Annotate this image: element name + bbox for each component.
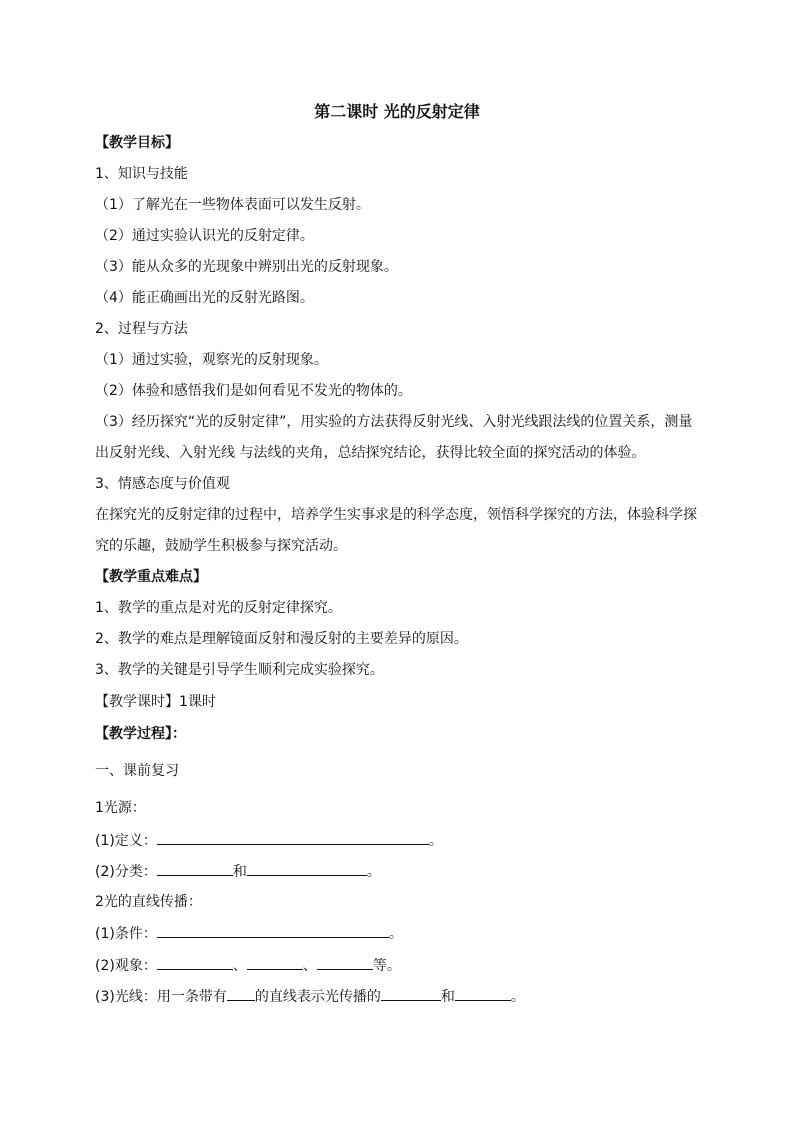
condition-line bbox=[95, 922, 403, 944]
condition-label: (1)条件： bbox=[95, 926, 157, 942]
definition-line bbox=[95, 829, 443, 851]
goal2-item-1: （1）通过实验，观察光的反射现象。 bbox=[95, 352, 328, 368]
phenomena-label: (2)观象： bbox=[95, 958, 157, 974]
goal2-heading: 2、过程与方法 bbox=[95, 321, 188, 337]
phenomena-line bbox=[95, 954, 401, 976]
straight-line-heading: 2光的直线传播： bbox=[95, 894, 202, 910]
goal3-heading: 3、情感态度与价值观 bbox=[95, 476, 230, 492]
page-title: 第二课时 光的反射定律 bbox=[314, 102, 480, 121]
goal2-item-3: （3）经历探究“光的反射定律”，用实验的方法获得反射光线、入射光线跟法线的位置关系，测量出反射光线、入射光线 与法线的夹角，总结探究结论，获得比较全面的探究活动的体验。 bbox=[95, 414, 693, 461]
phenomena-end: 等。 bbox=[372, 958, 401, 974]
section-teaching-hours: 【教学课时】 bbox=[95, 694, 179, 710]
ray-blank-3[interactable] bbox=[455, 985, 511, 1001]
condition-end: 。 bbox=[388, 926, 403, 942]
goal1-item-4: （4）能正确画出光的反射光路图。 bbox=[95, 290, 314, 306]
classify-and: 和 bbox=[232, 864, 247, 880]
section-key-points: 【教学重点难点】 bbox=[95, 569, 207, 585]
goal3-text: 在探究光的反射定律的过程中，培养学生实事求是的科学态度，领悟科学探究的方法，体验科学探究的乐趣，鼓励学生积极参与探究活动。 bbox=[95, 507, 697, 554]
ray-mid: 的直线表示光传播的 bbox=[254, 989, 381, 1005]
classify-label: (2)分类： bbox=[95, 864, 157, 880]
condition-blank[interactable] bbox=[157, 922, 389, 938]
goal2-item-2: （2）体验和感悟我们是如何看见不发光的物体的。 bbox=[95, 383, 412, 399]
ray-end: 。 bbox=[510, 989, 525, 1005]
teaching-hours bbox=[95, 692, 216, 712]
review-heading: 一、课前复习 bbox=[95, 763, 179, 779]
light-source-heading: 1光源： bbox=[95, 800, 146, 816]
goal1-item-2: （2）通过实验认识光的反射定律。 bbox=[95, 228, 314, 244]
goal1-item-1: （1）了解光在一些物体表面可以发生反射。 bbox=[95, 197, 370, 213]
ray-and: 和 bbox=[440, 989, 455, 1005]
definition-label: (1)定义： bbox=[95, 833, 157, 849]
ray-label: (3)光线：用一条带有 bbox=[95, 989, 227, 1005]
classify-blank-1[interactable] bbox=[157, 860, 233, 876]
phenomena-blank-2[interactable] bbox=[247, 954, 303, 970]
definition-end: 。 bbox=[428, 833, 443, 849]
phenomena-sep-2: 、 bbox=[302, 958, 317, 974]
teaching-hours-value: 1课时 bbox=[179, 694, 216, 710]
goal1-item-3: （3）能从众多的光现象中辨别出光的反射现象。 bbox=[95, 259, 398, 275]
phenomena-blank-3[interactable] bbox=[317, 954, 373, 970]
ray-line bbox=[95, 985, 525, 1007]
definition-blank[interactable] bbox=[157, 829, 429, 845]
key-item-2: 2、教学的难点是理解镜面反射和漫反射的主要差异的原因。 bbox=[95, 631, 468, 647]
goal1-heading: 1、知识与技能 bbox=[95, 166, 188, 182]
phenomena-sep-1: 、 bbox=[232, 958, 247, 974]
classify-line bbox=[95, 860, 381, 882]
ray-blank-2[interactable] bbox=[381, 985, 441, 1001]
ray-blank-1[interactable] bbox=[227, 985, 255, 1001]
section-teaching-goals: 【教学目标】 bbox=[95, 135, 179, 151]
classify-end: 。 bbox=[366, 864, 381, 880]
phenomena-blank-1[interactable] bbox=[157, 954, 233, 970]
classify-blank-2[interactable] bbox=[247, 860, 367, 876]
key-item-1: 1、教学的重点是对光的反射定律探究。 bbox=[95, 600, 342, 616]
key-item-3: 3、教学的关键是引导学生顺利完成实验探究。 bbox=[95, 662, 384, 678]
section-teaching-process: 【教学过程】： bbox=[95, 726, 186, 742]
